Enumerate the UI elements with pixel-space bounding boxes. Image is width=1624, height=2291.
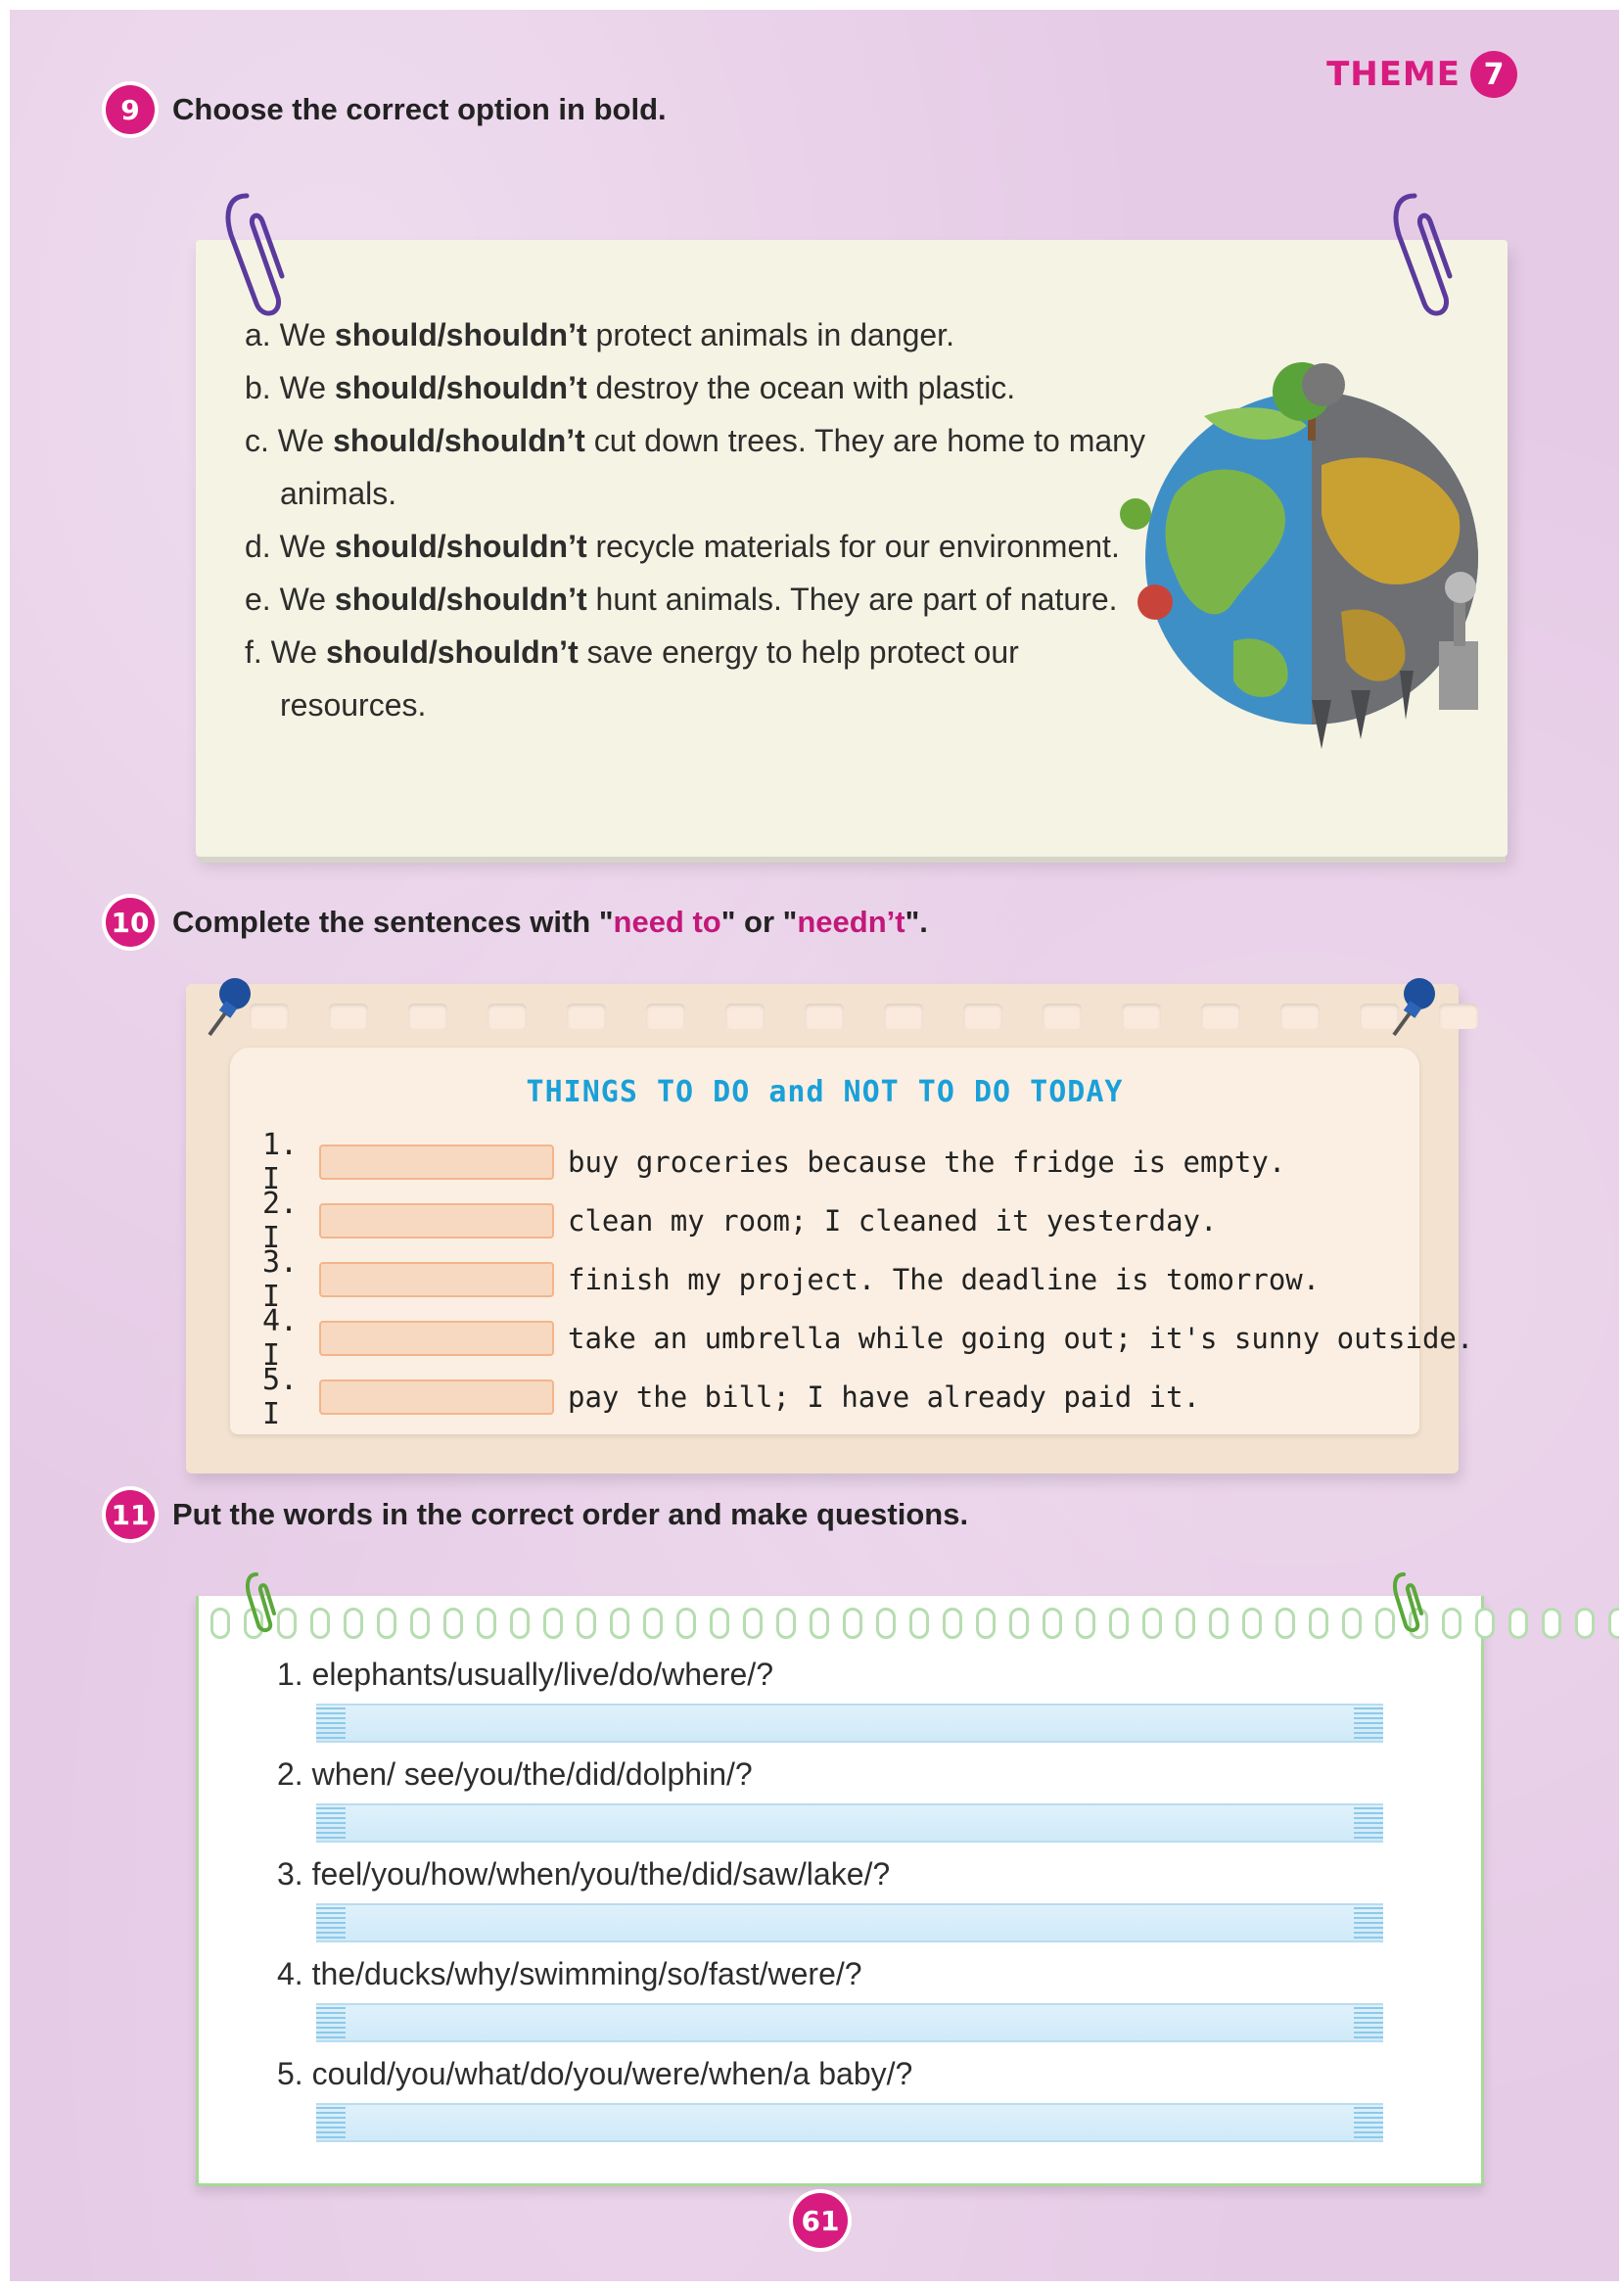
paperclip-icon (1390, 1568, 1429, 1637)
list-item: a. We should/shouldn’t protect animals in danger. (245, 317, 954, 352)
answer-line[interactable] (316, 2103, 1383, 2142)
question-item (277, 1954, 1403, 2042)
paperclip-icon (243, 1568, 282, 1637)
answer-line[interactable] (316, 1903, 1383, 1942)
question-item (277, 1655, 1403, 1743)
answer-blank[interactable] (319, 1145, 554, 1180)
answer-blank[interactable] (319, 1203, 554, 1239)
theme-number: 7 (1470, 51, 1517, 98)
list-item: f. We should/shouldn’t save energy to help protect our resources. (245, 634, 1019, 723)
row-number: 5. I (262, 1363, 299, 1431)
question-text: 4. the/ducks/why/swimming/so/fast/were/? (277, 1956, 862, 1991)
question-item (277, 1854, 1403, 1942)
question-item (277, 2054, 1403, 2142)
answer-line[interactable] (316, 1803, 1383, 1843)
row-text: finish my project. The deadline is tomorrow. (568, 1263, 1321, 1296)
answer-line[interactable] (316, 1704, 1383, 1743)
todo-row (262, 1363, 1200, 1431)
row-number: 3. I (262, 1245, 299, 1314)
row-text: pay the bill; I have already paid it. (568, 1380, 1201, 1414)
theme-badge (1326, 51, 1517, 98)
exercise-number: 9 (106, 85, 155, 134)
exercise-9-header (106, 85, 667, 134)
row-text: take an umbrella while going out; it's sunny outside. (568, 1322, 1474, 1355)
pushpin-icon (204, 974, 258, 1043)
answer-line[interactable] (316, 2003, 1383, 2042)
exercise-11-header (106, 1490, 968, 1539)
answer-blank[interactable] (319, 1321, 554, 1356)
pushpin-icon (1388, 974, 1443, 1043)
page-number: 61 (793, 2193, 848, 2248)
list-item: b. We should/shouldn’t destroy the ocean with plastic. (245, 370, 1016, 405)
question-text: 3. feel/you/how/when/you/the/did/saw/lake/? (277, 1856, 891, 1892)
theme-label: THEME (1326, 55, 1461, 94)
workbook-page (10, 10, 1619, 2281)
question-text: 5. could/you/what/do/you/were/when/a baby/? (277, 2056, 913, 2091)
earth-illustration-icon (1116, 348, 1508, 759)
question-item (277, 1754, 1403, 1843)
list-item: c. We should/shouldn’t cut down trees. They are home to many animals. (245, 423, 1145, 511)
exercise-9-list (245, 308, 1145, 731)
exercise-title: Put the words in the correct order and make questions. (172, 1497, 969, 1531)
list-item: d. We should/shouldn’t recycle materials for our environment. (245, 529, 1120, 564)
exercise-10-header (106, 898, 928, 947)
row-number: 4. I (262, 1304, 299, 1373)
list-item: e. We should/shouldn’t hunt animals. They are part of nature. (245, 582, 1118, 617)
row-number: 2. I (262, 1187, 299, 1255)
todo-list-title: THINGS TO DO and NOT TO DO TODAY (526, 1075, 1124, 1109)
exercise-number: 10 (106, 898, 155, 947)
row-text: buy groceries because the fridge is empty. (568, 1146, 1286, 1179)
paperclip-icon (217, 186, 296, 323)
exercise-number: 11 (106, 1490, 155, 1539)
exercise-title: Complete the sentences with "need to" or "needn’t". (172, 905, 928, 939)
paperclip-icon (1385, 186, 1463, 323)
row-text: clean my room; I cleaned it yesterday. (568, 1204, 1218, 1238)
answer-blank[interactable] (319, 1379, 554, 1415)
row-number: 1. I (262, 1128, 299, 1196)
question-text: 2. when/ see/you/the/did/dolphin/? (277, 1756, 753, 1792)
exercise-title: Choose the correct option in bold. (172, 92, 667, 126)
answer-blank[interactable] (319, 1262, 554, 1297)
notepad-holes (250, 1004, 1478, 1029)
question-text: 1. elephants/usually/live/do/where/? (277, 1657, 773, 1692)
